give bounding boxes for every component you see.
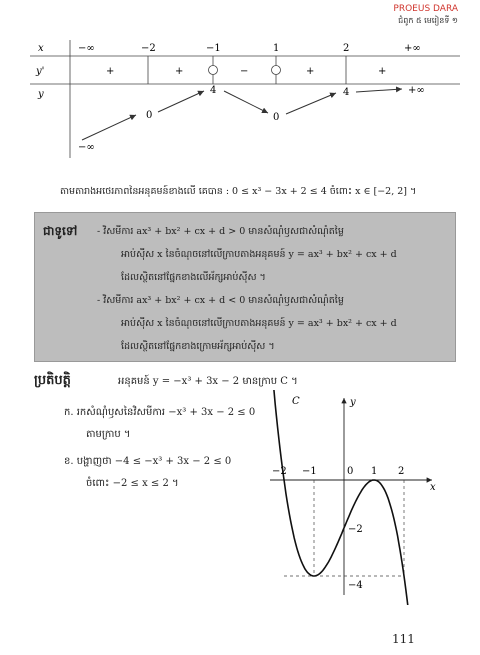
x-tick: 2 <box>398 466 405 477</box>
practice-function: អនុគមន៍ y = −x³ + 3x − 2 មានក្រាប C ។ <box>118 376 298 387</box>
y-tick: −4 <box>348 580 363 591</box>
note-line: អាប់ស៊ីស x នៃចំណុចនៅលើក្រាបតាងអនុគមន៍ y = ax³ + bx² + cx + d <box>121 249 397 260</box>
y-value: −∞ <box>78 142 95 153</box>
row-label-y: y <box>38 89 44 100</box>
question-b-cont: ចំពោះ −2 ≤ x ≤ 2 ។ <box>86 478 179 489</box>
arrow-increase <box>356 89 402 92</box>
sign: + <box>106 66 115 77</box>
x-value: 1 <box>273 43 280 54</box>
y-value: 4 <box>343 87 350 98</box>
x-value: +∞ <box>404 43 421 54</box>
x-tick: −2 <box>272 466 287 477</box>
practice-title: ប្រតិបត្តិ <box>34 373 71 388</box>
y-value: +∞ <box>408 85 425 96</box>
x-axis-label: x <box>430 482 436 493</box>
question-a-cont: តាមក្រាប ។ <box>86 429 131 440</box>
y-value: 4 <box>210 85 217 96</box>
x-tick: −1 <box>302 466 317 477</box>
sign: + <box>378 66 387 77</box>
header-chapter: ជំពូក ៥ មេរៀនទី ១ <box>398 16 458 25</box>
x-tick: 1 <box>371 466 378 477</box>
note-line: - វិសមីការ ax³ + bx² + cx + d > 0 មានសំណុំឫសជាសំណុំតម្លៃ <box>97 226 344 237</box>
arrow-increase <box>158 91 204 112</box>
arrow-increase <box>286 93 336 114</box>
row-label-yprime: y' <box>36 66 45 77</box>
y-value: 0 <box>146 110 153 121</box>
x-value: −2 <box>141 43 156 54</box>
page-number: 111 <box>392 632 415 646</box>
question-a: ក. រកសំណុំឫសនៃវិសមីការ −x³ + 3x − 2 ≤ 0 <box>64 407 256 418</box>
note-box <box>34 212 456 362</box>
x-value: −1 <box>206 43 221 54</box>
x-tick: 0 <box>347 466 354 477</box>
note-line: ដែលស្ថិតនៅផ្នែកខាងក្រោមអ័ក្សអាប់ស៊ីស ។ <box>121 341 275 352</box>
function-graph <box>262 390 442 605</box>
note-line: - វិសមីការ ax³ + bx² + cx + d < 0 មានសំណុំឫសជាសំណុំតម្លៃ <box>97 295 344 306</box>
curve-c <box>271 390 414 605</box>
question-b: ខ. បង្ហាញថា −4 ≤ −x³ + 3x − 2 ≤ 0 <box>64 456 232 467</box>
x-value: 2 <box>343 43 350 54</box>
variation-table <box>0 0 480 180</box>
row-label-x: x <box>38 43 44 54</box>
sign: − <box>240 66 249 77</box>
y-tick: −2 <box>348 524 363 535</box>
note-line: អាប់ស៊ីស x នៃចំណុចនៅលើក្រាបតាងអនុគមន៍ y = ax³ + bx² + cx + d <box>121 318 397 329</box>
summary-text: តាមតារាងអថេរភាពនៃអនុគមន៍ខាងលើ គេបាន : 0 ≤ x³ − 3x + 2 ≤ 4 ចំពោះ x ∈ [−2, 2] ។ <box>60 186 417 197</box>
x-value: −∞ <box>78 43 95 54</box>
header-brand: PROEUS DARA <box>393 4 458 14</box>
note-label: ជាទូទៅ <box>43 224 78 238</box>
arrow-decrease <box>224 91 268 113</box>
sign: + <box>306 66 315 77</box>
curve-label: C <box>292 396 300 407</box>
y-value: 0 <box>273 112 280 123</box>
note-line: ដែលស្ថិតនៅផ្នែកខាងលើអ័ក្សអាប់ស៊ីស ។ <box>121 272 266 283</box>
arrow-increase <box>82 115 136 140</box>
sign: + <box>175 66 184 77</box>
y-axis-label: y <box>350 397 356 408</box>
